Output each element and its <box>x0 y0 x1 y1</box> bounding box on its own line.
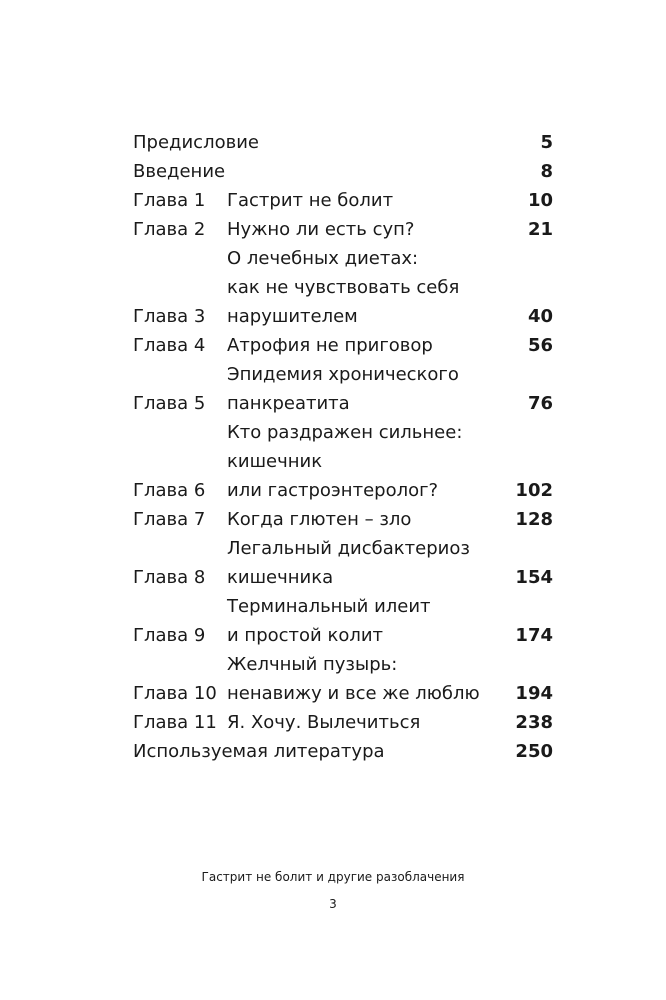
table-of-contents <box>133 128 553 766</box>
toc-entry <box>133 650 553 708</box>
toc-chapter-number: Глава 4 <box>133 335 206 356</box>
toc-chapter-number: Глава 1 <box>133 190 206 211</box>
toc-title-line: Нужно ли есть суп? <box>227 219 415 240</box>
toc-entry <box>133 737 553 766</box>
toc-page-number: 128 <box>515 509 553 530</box>
toc-chapter-number: Глава 8 <box>133 567 206 588</box>
toc-title-line: и простой колит <box>227 625 384 646</box>
toc-title-line: Используемая литература <box>133 741 385 762</box>
toc-entry-title <box>227 505 493 534</box>
toc-chapter-number: Глава 2 <box>133 219 206 240</box>
toc-chapter-number: Глава 5 <box>133 393 206 414</box>
toc-page-number: 21 <box>527 219 553 240</box>
page-number: 3 <box>329 897 337 911</box>
toc-page-number: 5 <box>540 132 553 153</box>
toc-title-line: кишечника <box>227 567 334 588</box>
toc-entry-title <box>133 157 493 186</box>
toc-entry-title <box>227 418 493 505</box>
toc-chapter-number: Глава 3 <box>133 306 206 327</box>
toc-entry <box>133 418 553 505</box>
running-title: Гастрит не болит и другие разоблачения <box>201 870 465 884</box>
toc-title-line: как не чувствовать себя <box>227 277 460 298</box>
toc-entry <box>133 128 553 157</box>
toc-entry <box>133 708 553 737</box>
toc-title-line: Кто раздражен сильнее: <box>227 422 463 443</box>
toc-entry-title <box>227 360 493 418</box>
toc-entry-title <box>227 534 493 592</box>
toc-page-number: 10 <box>527 190 553 211</box>
toc-page-number: 56 <box>527 335 553 356</box>
toc-title-line: Гастрит не болит <box>227 190 394 211</box>
toc-title-line: Я. Хочу. Вылечиться <box>227 712 421 733</box>
toc-page-number: 40 <box>527 306 553 327</box>
toc-title-line: Терминальный илеит <box>227 596 431 617</box>
toc-entry <box>133 360 553 418</box>
toc-title-line: Атрофия не приговор <box>227 335 433 356</box>
toc-title-line: Легальный дисбактериоз <box>227 538 470 559</box>
toc-entry <box>133 157 553 186</box>
toc-title-line: Желчный пузырь: <box>227 654 398 675</box>
toc-page-number: 154 <box>515 567 553 588</box>
toc-title-line: ненавижу и все же люблю <box>227 683 480 704</box>
toc-chapter-number: Глава 11 <box>133 712 217 733</box>
toc-entry <box>133 331 553 360</box>
toc-entry <box>133 505 553 534</box>
toc-page-number: 194 <box>515 683 553 704</box>
toc-title-line: Когда глютен – зло <box>227 509 412 530</box>
toc-chapter-number: Глава 10 <box>133 683 217 704</box>
toc-entry <box>133 534 553 592</box>
toc-title-line: О лечебных диетах: <box>227 248 419 269</box>
toc-page-number: 174 <box>515 625 553 646</box>
toc-entry <box>133 215 553 244</box>
toc-title-line: Эпидемия хронического <box>227 364 459 385</box>
toc-entry <box>133 592 553 650</box>
toc-entry-title <box>227 186 493 215</box>
toc-entry-title <box>133 737 493 766</box>
toc-title-line: Предисловие <box>133 132 259 153</box>
toc-entry-title <box>227 331 493 360</box>
toc-entry-title <box>133 128 493 157</box>
toc-title-line: панкреатита <box>227 393 350 414</box>
toc-chapter-number: Глава 9 <box>133 625 206 646</box>
toc-entry-title <box>227 708 493 737</box>
toc-page-number: 76 <box>527 393 553 414</box>
toc-entry-title <box>227 650 493 708</box>
toc-page-number: 8 <box>540 161 553 182</box>
toc-page-number: 238 <box>515 712 553 733</box>
toc-page-number: 250 <box>515 741 553 762</box>
toc-title-line: нарушителем <box>227 306 358 327</box>
toc-entry <box>133 244 553 331</box>
toc-entry-title <box>227 244 493 331</box>
toc-entry-title <box>227 215 493 244</box>
toc-chapter-number: Глава 7 <box>133 509 206 530</box>
toc-title-line: или гастроэнтеролог? <box>227 480 439 501</box>
toc-entry <box>133 186 553 215</box>
toc-chapter-number: Глава 6 <box>133 480 206 501</box>
toc-entry-title <box>227 592 493 650</box>
toc-title-line: Введение <box>133 161 226 182</box>
toc-title-line: кишечник <box>227 451 323 472</box>
toc-page-number: 102 <box>515 480 553 501</box>
